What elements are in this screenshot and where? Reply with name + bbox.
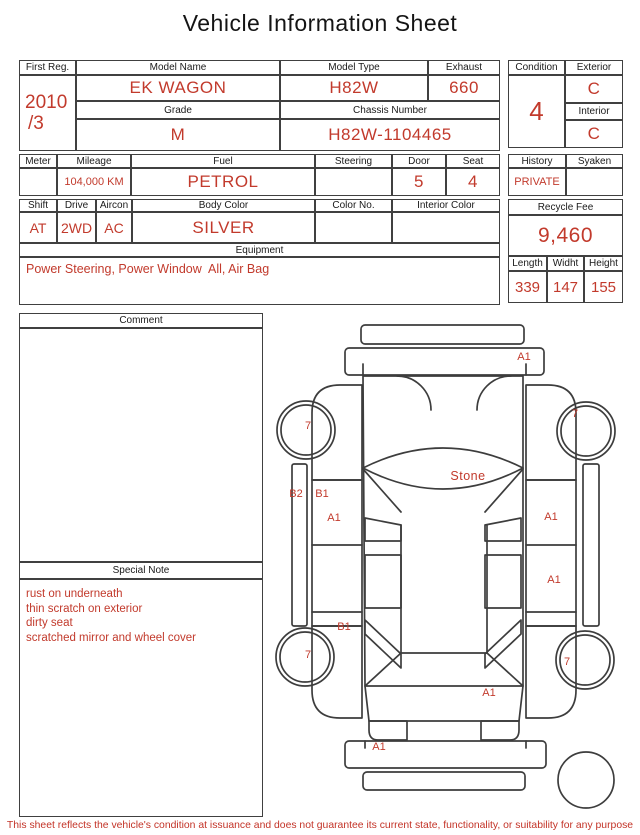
rear-fender-left [312,626,362,718]
meter-value [19,168,57,196]
fuel-value: PETROL [131,168,315,196]
side-sill-right [583,464,599,626]
front-fender-left [312,385,362,480]
interior-value: C [565,120,623,148]
front-bumper-notches [363,364,526,375]
body-color-value: SILVER [132,212,315,243]
door-panels-right [526,480,576,626]
first-reg-month: /3 [28,113,44,134]
taillight-left [369,721,407,740]
wheel-label-front-right: 7 [571,408,579,420]
a-pillars [363,469,523,512]
first-reg-value [19,75,76,151]
exhaust-value: 660 [428,75,500,101]
rear-lower-bar [363,772,525,790]
special-note-line: rust on underneath [26,588,123,600]
fuel-header: Fuel [131,154,315,168]
hood-arch-right [477,376,511,410]
syaken-value [566,168,623,196]
history-value: PRIVATE [508,168,566,196]
recycle-fee-header: Recycle Fee [508,199,623,215]
seat-value: 4 [446,168,500,196]
steering-value [315,168,392,196]
front-window-left [365,518,401,541]
door-panels-left [312,480,362,626]
chassis-header: Chassis Number [280,101,500,119]
height-header: Height [584,256,623,271]
damage-label-sill-left: B2 [289,488,303,500]
body-color-header: Body Color [132,199,315,212]
mileage-header: Mileage [57,154,131,168]
exhaust-header: Exhaust [428,60,500,75]
width-header: Widht [547,256,584,271]
door-header: Door [392,154,446,168]
rear-windshield-shape [365,653,523,686]
rear-bumper-notches [365,741,526,748]
mileage-value: 104,000 KM [57,168,131,196]
first-reg-header: First Reg. [19,60,76,75]
wheel-front-right [557,402,615,460]
rear-fender-right [526,626,576,718]
disclaimer-text: This sheet reflects the vehicle's condition at issuance and does not guarantee its current state, functionality, or suitability for any purpose [6,820,634,831]
page-title: Vehicle Information Sheet [182,10,458,36]
height-value: 155 [584,271,623,303]
damage-label-front-bumper: A1 [517,351,531,363]
comment-header: Comment [19,313,263,328]
front-window-right [485,518,521,541]
roof-edge-lines [401,525,487,653]
grade-value: M [76,119,280,151]
special-note-line: thin scratch on exterior [26,602,143,615]
door-value: 5 [392,168,446,196]
front-bumper-shape [345,348,544,375]
damage-label-front-door-left: A1 [327,512,341,524]
condition-value: 4 [508,75,565,148]
wheel-front-right-inner [561,406,611,456]
wheel-label-rear-right: 7 [563,656,571,668]
door-panel-lines-left [312,545,362,612]
color-no-header: Color No. [315,199,392,212]
interior-color-header: Interior Color [392,199,500,212]
damage-label-rear-quarter-left: B1 [337,621,351,633]
first-reg-year: 2010 [25,92,68,113]
exterior-value: C [565,75,623,103]
special-note-line: dirty seat [26,617,73,629]
c-pillar-right [485,620,521,668]
grade-header: Grade [76,101,280,119]
interior-header: Interior [565,103,623,120]
syaken-header: Syaken [566,154,623,168]
exterior-header: Exterior [565,60,623,75]
meter-header: Meter [19,154,57,168]
car-body-outline [363,376,523,721]
model-name-value: EK WAGON [76,75,280,101]
interior-color-value [392,212,500,243]
aircon-header: Aircon [96,199,132,212]
front-grille-bar [361,325,524,344]
drive-value: 2WD [57,212,96,243]
spare-tire [558,752,614,808]
equipment-header: Equipment [19,243,500,257]
steering-header: Steering [315,154,392,168]
drive-header: Drive [57,199,96,212]
damage-label-rear-hatch: A1 [482,687,496,699]
special-note-line: scratched mirror and wheel cover [26,631,197,644]
aircon-value: AC [96,212,132,243]
special-note-body [19,579,263,817]
model-name-header: Model Name [76,60,280,75]
damage-label-front-door-right: A1 [544,511,558,523]
shift-value: AT [19,212,57,243]
history-header: History [508,154,566,168]
wheel-label-rear-left: 7 [304,649,312,661]
length-header: Length [508,256,547,271]
model-type-header: Model Type [280,60,428,75]
windshield-shape [363,448,523,489]
condition-header: Condition [508,60,565,75]
shift-header: Shift [19,199,57,212]
front-fender-right [526,385,579,480]
car-damage-diagram [268,312,640,812]
model-type-value: H82W [280,75,428,101]
rear-window-left [365,555,401,608]
car-diagram-svg [268,312,640,812]
recycle-fee-value: 9,460 [508,215,623,256]
rear-window-right [485,555,521,608]
comment-body [19,328,263,562]
equipment-value: Power Steering, Power Window All, Air Bag [19,257,500,305]
color-no-value [315,212,392,243]
c-pillar-left [365,620,401,668]
length-value: 339 [508,271,547,303]
special-note-header: Special Note [19,562,263,579]
wheel-label-front-left: 7 [304,420,312,432]
damage-label-rear-door-right: A1 [547,574,561,586]
damage-label-windshield: Stone [450,469,486,483]
hood-arch-left [397,376,431,410]
chassis-value: H82W-1104465 [280,119,500,151]
seat-header: Seat [446,154,500,168]
width-value: 147 [547,271,584,303]
taillight-right [481,721,519,740]
damage-label-rear-bumper: A1 [372,741,386,753]
damage-label-pillar-left: B1 [315,488,329,500]
